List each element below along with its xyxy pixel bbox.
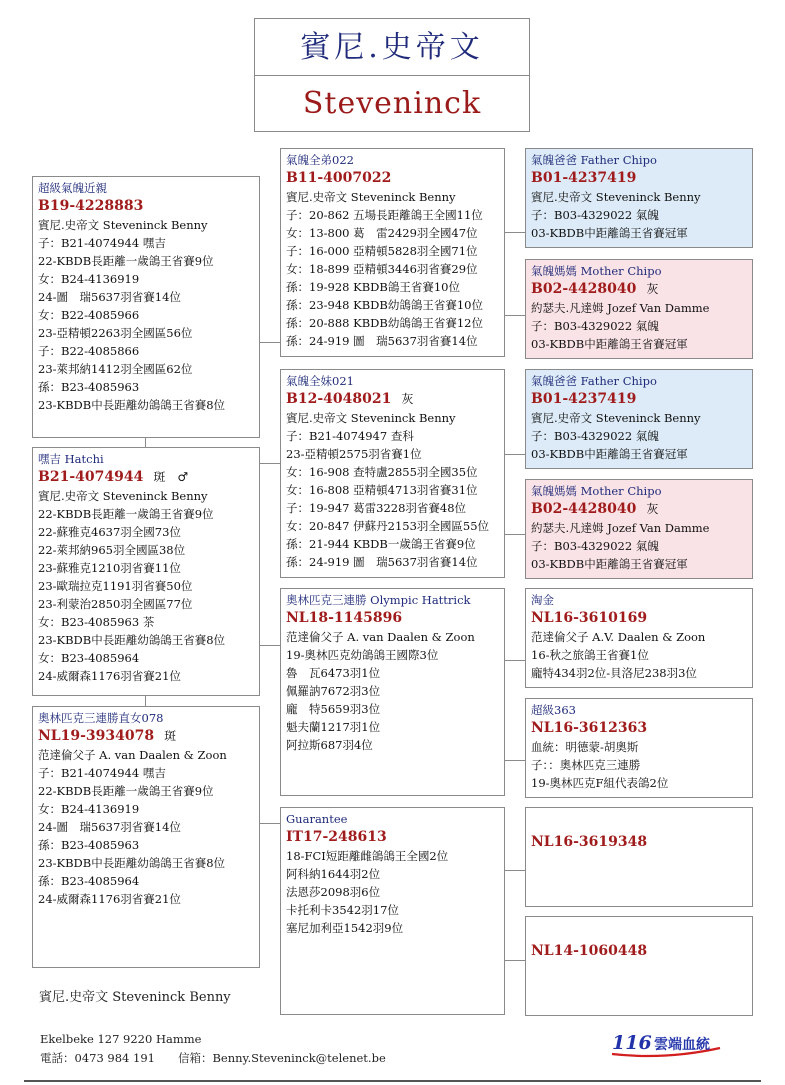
connector-line	[260, 342, 280, 343]
card-line: 孫：21-944 KBDB一歲鴿王省賽9位	[286, 537, 476, 551]
card-line: 范達倫父子 A. van Daalen & Zoon	[286, 630, 475, 644]
card-line: 22-KBDB長距離一歲鴿王省賽9位	[38, 507, 214, 521]
card-line: 19-奧林匹克幼鴿鴿王國際3位	[286, 648, 439, 662]
card-line: 22-蘇雅克4637羽全國73位	[38, 525, 181, 539]
connector-line	[145, 696, 146, 706]
card-line: 孫：19-928 KBDB鴿王省賽10位	[286, 280, 460, 294]
ring-number: NL14-1060448	[531, 943, 648, 959]
title-english: Steveninck	[302, 86, 482, 121]
ring-number: B01-4237419	[531, 170, 637, 186]
card-line: 子：B21-4074947 查科	[286, 429, 414, 443]
card-line: 子：19-947 葛雷3228羽省賽48位	[286, 501, 467, 515]
ring-number: B01-4237419	[531, 391, 637, 407]
card-line: 03-KBDB中距離鴿王省賽冠軍	[531, 557, 688, 571]
card-header: 氣魄全妹021	[286, 374, 354, 388]
owner-name: 賓尼.史帝文 Steveninck Benny	[39, 990, 231, 1005]
card-line: 子：B03-4329022 氣魄	[531, 539, 659, 553]
pigeon-card-sds	[525, 369, 753, 469]
pigeon-card-ddd	[525, 916, 753, 1016]
card-line: 23-萊邦納1412羽全國區62位	[38, 362, 193, 376]
card-lines	[286, 628, 499, 754]
connector-line	[505, 870, 525, 871]
card-line: 卡托利卡3542羽17位	[286, 903, 399, 917]
pigeon-card-sss	[525, 148, 753, 248]
card-line: 賓尼.史帝文 Steveninck Benny	[531, 411, 701, 425]
footer-address: Ekelbeke 127 9220 Hamme	[40, 1032, 202, 1046]
pigeon-card-dam-sire	[280, 588, 505, 796]
card-line: 賓尼.史帝文 Steveninck Benny	[286, 190, 456, 204]
card-line: 24-圖 瑞5637羽省賽14位	[38, 820, 181, 834]
card-lines	[286, 409, 499, 571]
colour-sex: 灰	[401, 392, 414, 406]
card-line: 女：B24-4136919	[38, 802, 140, 816]
card-header: 奧林匹克三連勝 Olympic Hattrick	[286, 593, 471, 607]
card-line: 23-KBDB中長距離幼鴿鴿王省賽8位	[38, 856, 226, 870]
card-line: 阿拉斯687羽4位	[286, 738, 373, 752]
card-line: 女：B23-4085964	[38, 651, 140, 665]
card-header: 氣魄媽媽 Mother Chipo	[531, 484, 662, 498]
pigeon-card-ssd	[525, 259, 753, 359]
card-line: 子：：奧林匹克三連勝	[531, 758, 641, 772]
card-line: 03-KBDB中距離鴿王省賽冠軍	[531, 337, 688, 351]
card-line: 子：20-862 五場長距離鴿王全國11位	[286, 208, 483, 222]
card-line: 24-威爾森1176羽省賽21位	[38, 669, 181, 683]
pigeon-card-subject	[32, 176, 260, 438]
connector-line	[260, 645, 280, 646]
card-line: 23-KBDB中長距離幼鴿鴿王省賽8位	[38, 398, 226, 412]
card-lines	[286, 847, 499, 937]
card-header: 氣魄爸爸 Father Chipo	[531, 153, 657, 167]
connector-line	[505, 760, 525, 761]
card-line: 22-KBDB長距離一歲鴿王省賽9位	[38, 254, 214, 268]
card-line: 孫：20-888 KBDB幼鴿鴿王省賽12位	[286, 316, 483, 330]
card-line: 子：B03-4329022 氣魄	[531, 208, 659, 222]
connector-line	[505, 315, 525, 316]
bottom-rule	[24, 1080, 761, 1082]
pigeon-card-sire-sire	[280, 148, 505, 357]
card-line: 23-亞精頓2575羽省賽1位	[286, 447, 422, 461]
card-line: 范達倫父子 A.V. Daalen & Zoon	[531, 630, 706, 644]
ring-number: NL16-3610169	[531, 610, 648, 626]
card-lines	[38, 487, 254, 685]
card-line: 約瑟夫.凡達姆 Jozef Van Damme	[531, 301, 710, 315]
cloud-pedigree-logo	[610, 1030, 722, 1058]
card-line: 子：16-000 亞精頓5828羽全國71位	[286, 244, 478, 258]
ring-number: B21-4074944 斑 ♂	[38, 469, 189, 485]
connector-line	[260, 823, 280, 824]
logo-text: 雲端血統	[654, 1037, 710, 1053]
card-line: 孫：B23-4085963	[38, 380, 140, 394]
ring-number: B12-4048021 灰	[286, 391, 414, 407]
pigeon-card-dss	[525, 588, 753, 688]
ring-number: B02-4428040 灰	[531, 501, 659, 517]
card-header: 奧林匹克三連勝直女078	[38, 711, 164, 725]
pigeon-card-sire-dam	[280, 369, 505, 578]
card-line: 子：B21-4074944 嘿吉	[38, 766, 166, 780]
card-line: 龐特434羽2位-貝洛尼238羽3位	[531, 666, 697, 680]
pigeon-card-sire	[32, 447, 260, 696]
card-line: 子：B03-4329022 氣魄	[531, 429, 659, 443]
card-line: 24-威爾森1176羽省賽21位	[38, 892, 181, 906]
card-header: 淘金	[531, 593, 554, 607]
card-line: 佩羅訥7672羽3位	[286, 684, 381, 698]
card-header: 超級氣魄近親	[38, 181, 107, 195]
card-line: 23-KBDB中長距離幼鴿鴿王省賽8位	[38, 633, 226, 647]
card-line: 24-圖 瑞5637羽省賽14位	[38, 290, 181, 304]
card-line: 賓尼.史帝文 Steveninck Benny	[38, 489, 208, 503]
card-line: 女：B24-4136919	[38, 272, 140, 286]
ring-number: B19-4228883	[38, 198, 144, 214]
card-line: 23-歐瑞拉克1191羽省賽50位	[38, 579, 193, 593]
card-line: 范達倫父子 A. van Daalen & Zoon	[38, 748, 227, 762]
card-line: 23-利蒙治2850羽全國區77位	[38, 597, 193, 611]
card-line: 約瑟夫.凡達姆 Jozef Van Damme	[531, 521, 710, 535]
pigeon-card-dam-dam	[280, 807, 505, 1015]
card-header: 氣魄全弟022	[286, 153, 354, 167]
card-line: 孫：24-919 圖 瑞5637羽省賽14位	[286, 334, 478, 348]
ring-number: NL16-3619348	[531, 834, 648, 850]
card-header: Guarantee	[286, 812, 348, 826]
card-line: 22-萊邦納965羽全國區38位	[38, 543, 186, 557]
card-lines	[38, 216, 254, 414]
pigeon-card-dds	[525, 807, 753, 907]
card-line: 女：20-847 伊蘇丹2153羽全國區55位	[286, 519, 490, 533]
ring-number: B02-4428040 灰	[531, 281, 659, 297]
card-header: 嘿吉 Hatchi	[38, 452, 104, 466]
card-line: 女：18-899 亞精頓3446羽省賽29位	[286, 262, 478, 276]
card-line: 22-KBDB長距離一歲鴿王省賽9位	[38, 784, 214, 798]
connector-line	[505, 232, 525, 233]
card-line: 孫：24-919 圖 瑞5637羽省賽14位	[286, 555, 478, 569]
card-line: 23-蘇雅克1210羽省賽11位	[38, 561, 181, 575]
title-box	[254, 18, 530, 132]
card-line: 女：16-808 亞精頓4713羽省賽31位	[286, 483, 478, 497]
card-line: 子：B21-4074944 嘿吉	[38, 236, 166, 250]
connector-line	[505, 960, 525, 961]
card-line: 血統：明德蒙-胡奧斯	[531, 740, 639, 754]
card-header: 氣魄媽媽 Mother Chipo	[531, 264, 662, 278]
card-lines	[38, 746, 254, 908]
pigeon-card-sdd	[525, 479, 753, 579]
colour-sex: 灰	[646, 282, 659, 296]
card-line: 19-奧林匹克F組代表鴿2位	[531, 776, 669, 790]
ring-number: NL18-1145896	[286, 610, 403, 626]
card-lines	[286, 188, 499, 350]
card-line: 龐 特5659羽3位	[286, 702, 381, 716]
footer-contact: 電話：0473 984 191 信箱：Benny.Steveninck@telenet.be	[40, 1051, 386, 1065]
card-header: 氣魄爸爸 Father Chipo	[531, 374, 657, 388]
card-line: 賓尼.史帝文 Steveninck Benny	[38, 218, 208, 232]
card-line: 03-KBDB中距離鴿王省賽冠軍	[531, 226, 688, 240]
ring-number: NL19-3934078 斑	[38, 728, 177, 744]
colour-sex: 灰	[646, 502, 659, 516]
card-line: 魯 瓦6473羽1位	[286, 666, 381, 680]
colour-sex: 斑 ♂	[153, 470, 189, 484]
connector-line	[505, 454, 525, 455]
connector-line	[260, 463, 280, 464]
card-header: 超級363	[531, 703, 576, 717]
connector-line	[505, 660, 525, 661]
card-line: 阿科納1644羽2位	[286, 867, 381, 881]
card-line: 賓尼.史帝文 Steveninck Benny	[531, 190, 701, 204]
ring-number: NL16-3612363	[531, 720, 648, 736]
ring-number: IT17-248613	[286, 829, 387, 845]
card-line: 女：B23-4085963 茶	[38, 615, 155, 629]
card-line: 23-亞精頓2263羽全國區56位	[38, 326, 193, 340]
logo-number: 116	[612, 1032, 652, 1054]
card-line: 子：B22-4085866	[38, 344, 140, 358]
colour-sex: 斑	[164, 729, 177, 743]
card-line: 03-KBDB中距離鴿王省賽冠軍	[531, 447, 688, 461]
card-line: 女：13-800 葛 雷2429羽全國47位	[286, 226, 478, 240]
card-line: 孫：B23-4085963	[38, 838, 140, 852]
card-line: 子：B03-4329022 氣魄	[531, 319, 659, 333]
ring-number: B11-4007022	[286, 170, 392, 186]
card-line: 女：16-908 查特盧2855羽全國35位	[286, 465, 478, 479]
pigeon-card-dam	[32, 706, 260, 968]
pigeon-card-dsd	[525, 698, 753, 798]
card-line: 孫：B23-4085964	[38, 874, 140, 888]
connector-line	[505, 534, 525, 535]
card-line: 18-FCI短距離雌鴿鴿王全國2位	[286, 849, 449, 863]
card-line: 賓尼.史帝文 Steveninck Benny	[286, 411, 456, 425]
card-line: 孫：23-948 KBDB幼鴿鴿王省賽10位	[286, 298, 483, 312]
title-chinese: 賓尼.史帝文	[255, 19, 529, 76]
card-line: 魁夫蘭1217羽1位	[286, 720, 381, 734]
card-line: 16-秋之旅鴿王省賽1位	[531, 648, 649, 662]
connector-line	[145, 437, 146, 447]
card-line: 塞尼加利亞1542羽9位	[286, 921, 404, 935]
card-line: 女：B22-4085966	[38, 308, 140, 322]
card-line: 法恩莎2098羽6位	[286, 885, 381, 899]
